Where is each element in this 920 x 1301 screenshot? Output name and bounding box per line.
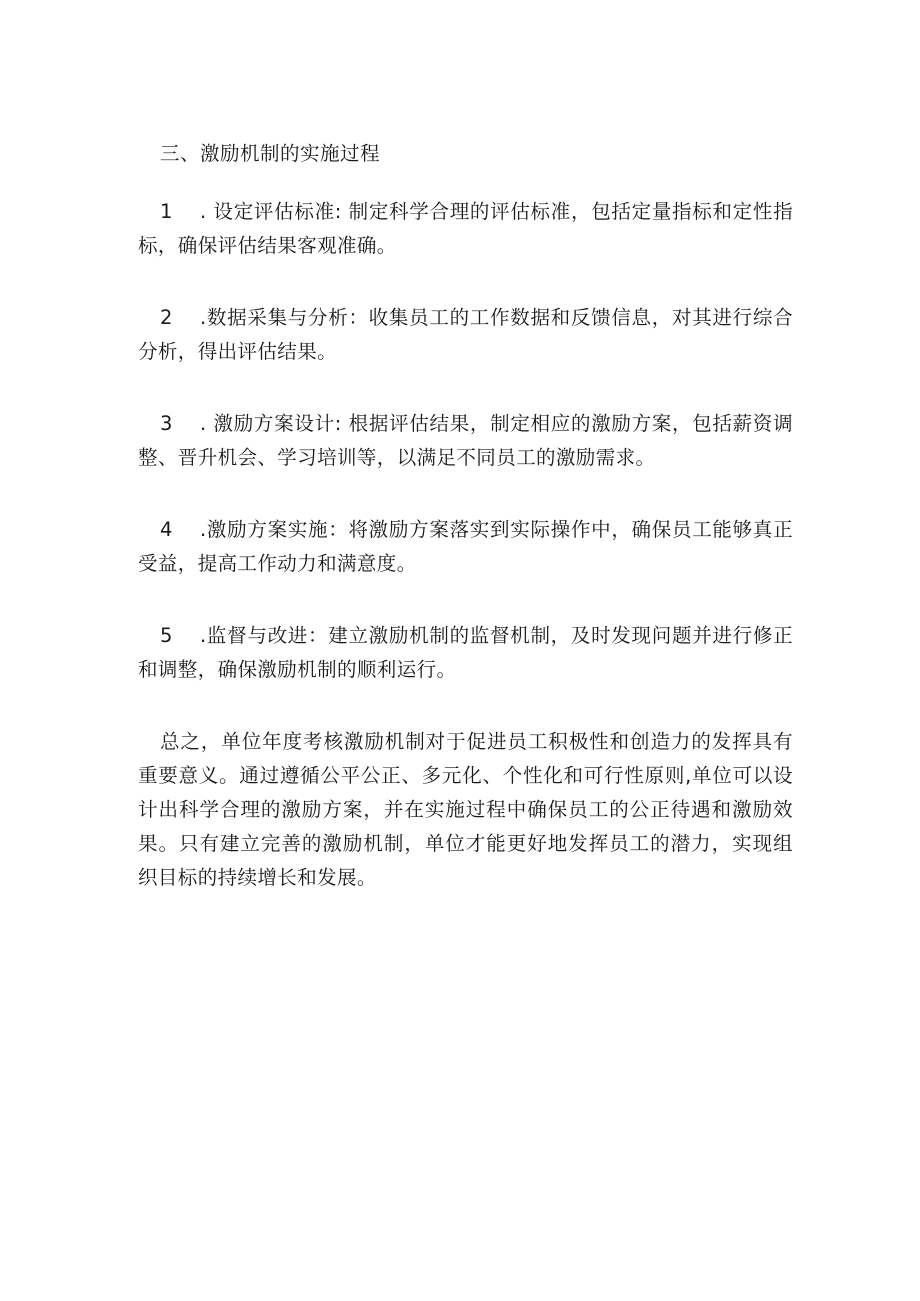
item-text: . 激励方案设计: 根据评估结果，制定相应的激励方案，包括薪资调整、晋升机会、学习培训等，以满足不同员工的激励需求。 bbox=[138, 412, 793, 469]
list-item-1 bbox=[138, 195, 793, 263]
item-text: . 设定评估标准: 制定科学合理的评估标准，包括定量指标和定性指标，确保评估结果客观准确。 bbox=[138, 200, 793, 257]
item-number: 3 bbox=[160, 412, 173, 435]
list-item-4 bbox=[138, 513, 793, 581]
item-text: .数据采集与分析：收集员工的工作数据和反馈信息，对其进行综合分析，得出评估结果。 bbox=[138, 306, 793, 363]
item-text: .激励方案实施：将激励方案落实到实际操作中，确保员工能够真正受益，提高工作动力和满意度。 bbox=[138, 518, 793, 575]
item-number: 5 bbox=[160, 624, 173, 647]
item-text: .监督与改进：建立激励机制的监督机制，及时发现问题并进行修正和调整，确保激励机制的顺利运行。 bbox=[138, 624, 793, 681]
list-item-5 bbox=[138, 619, 793, 687]
item-number: 1 bbox=[160, 200, 173, 223]
list-item-2 bbox=[138, 301, 793, 369]
section-title: 三、激励机制的实施过程 bbox=[160, 142, 381, 165]
item-number: 2 bbox=[160, 306, 173, 329]
document-body bbox=[138, 137, 793, 933]
summary-paragraph: 总之，单位年度考核激励机制对于促进员工积极性和创造力的发挥具有重要意义。通过遵循公平公正、多元化、个性化和可行性原则,单位可以设计出科学合理的激励方案，并在实施过程中确保员工的公正待遇和激励效果。只有建立完善的激励机制，单位才能更好地发挥员工的潜力，实现组织目标的持续增长和发展。 bbox=[138, 730, 793, 889]
item-number: 4 bbox=[160, 518, 173, 541]
list-item-3 bbox=[138, 407, 793, 475]
